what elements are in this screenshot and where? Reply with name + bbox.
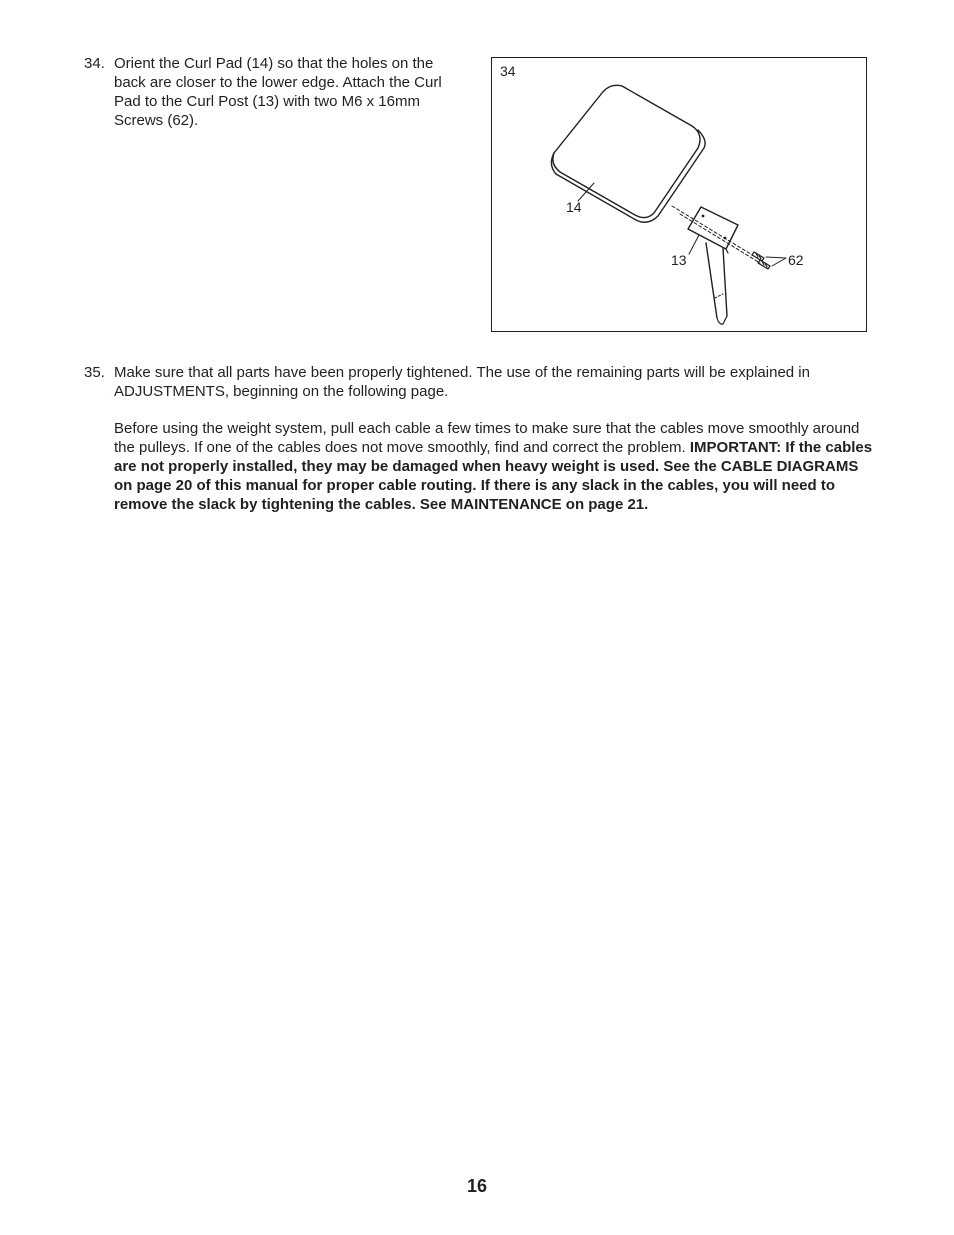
step-34-text: Orient the Curl Pad (14) so that the holes on the back are closer to the lower edge. Attach the Curl Pad to the Curl Post (13) with two M6 x 16mm Screws (62). bbox=[114, 55, 442, 129]
page-number: 16 bbox=[466, 1176, 488, 1196]
step-35-important-warning: IMPORTANT: If the cables are not properly installed, they may be damaged when heavy weight is used. See the CABLE DIAGRAMS on page 20 of this manual for proper cable routing. If there is any slack in the cables, you will need to remove the slack by tightening the cables. See MAINTENANCE on page 21. bbox=[114, 439, 873, 513]
callout-62: 62 bbox=[788, 252, 804, 268]
callout-13: 13 bbox=[671, 252, 687, 268]
step-35-paragraph-1: Make sure that all parts have been properly tightened. The use of the remaining parts will be explained in ADJUSTMENTS, beginning on the following page. bbox=[114, 364, 810, 400]
figure-step-label: 34 bbox=[500, 63, 516, 79]
callout-14: 14 bbox=[566, 199, 582, 215]
assembly-figure-34 bbox=[491, 57, 867, 332]
step-35 bbox=[84, 363, 874, 514]
step-35-paragraph-2 bbox=[114, 419, 874, 514]
curl-post-tube bbox=[706, 243, 717, 318]
curl-pad-face bbox=[553, 85, 700, 217]
screw-62-upper bbox=[752, 252, 764, 261]
step-34-number: 34. bbox=[84, 55, 105, 72]
step-35-instructions: Before using the weight system, pull each cable a few times to make sure that the cables move smoothly around the pulleys. If one of the cables does not move smoothly, find and correct the problem. bbox=[114, 420, 860, 456]
curl-pad-assembly-drawing bbox=[492, 58, 868, 333]
screw-62-lower bbox=[758, 260, 770, 269]
step-34 bbox=[84, 54, 469, 130]
callout-13-leader bbox=[689, 235, 699, 254]
callout-62-leader-a bbox=[766, 257, 786, 258]
step-35-number: 35. bbox=[84, 364, 105, 381]
callout-62-leader-b bbox=[772, 258, 786, 266]
